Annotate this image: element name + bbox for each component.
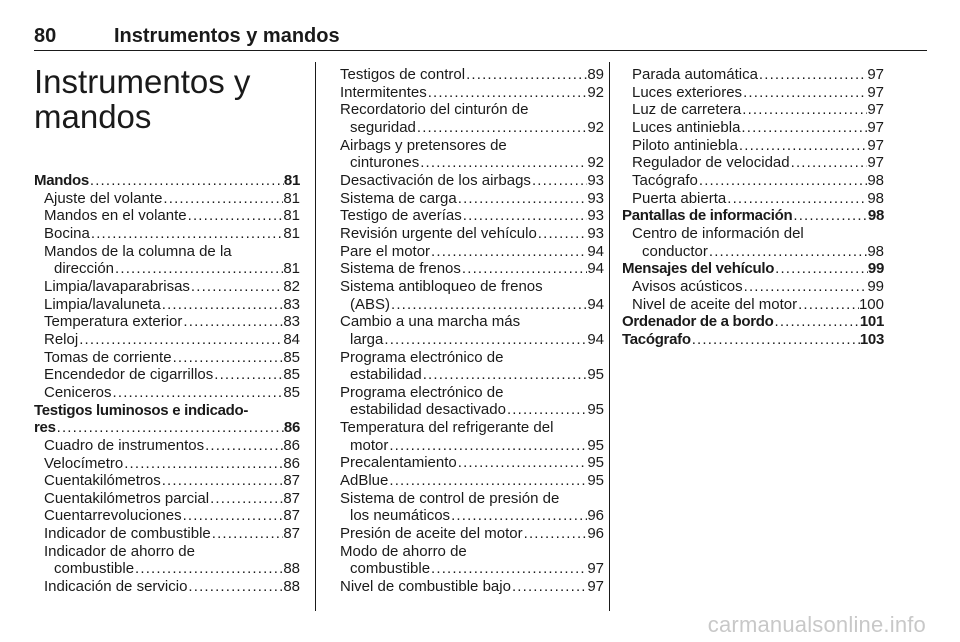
toc-entry-page: 87 <box>283 525 300 543</box>
toc-entry[interactable] <box>622 172 884 190</box>
toc-entry[interactable] <box>622 313 884 331</box>
toc-entry-title: conductor <box>642 242 708 260</box>
toc-entry[interactable] <box>34 260 300 278</box>
toc-leader-dots <box>738 137 867 155</box>
toc-entry-page: 83 <box>283 295 300 313</box>
toc-leader-dots <box>204 437 283 455</box>
toc-entry-page: 95 <box>587 454 604 472</box>
toc-column-3 <box>622 66 884 349</box>
toc-leader-dots <box>90 225 283 243</box>
toc-leader-dots <box>134 560 283 578</box>
toc-entry-title: Avisos acústicos <box>632 277 743 295</box>
toc-entry-page: 87 <box>283 489 300 507</box>
toc-entry-page: 81 <box>283 260 300 278</box>
toc-leader-dots <box>457 190 588 208</box>
toc-entry-page: 94 <box>587 260 604 278</box>
toc-entry-title: Testigos de control <box>340 66 466 83</box>
toc-entry-title: AdBlue <box>340 472 389 490</box>
toc-entry[interactable] <box>340 578 604 596</box>
toc-leader-dots <box>430 243 587 261</box>
toc-leader-dots <box>187 578 283 596</box>
toc-entry-page: 97 <box>867 83 884 101</box>
toc-entry[interactable] <box>34 490 300 508</box>
toc-entry-title: Precalentamiento <box>340 454 457 472</box>
toc-entry-page: 97 <box>587 578 604 596</box>
toc-entry[interactable] <box>34 207 300 225</box>
toc-entry-page: 85 <box>283 366 300 384</box>
toc-entry-line: Testigos luminosos e indicado- <box>34 401 249 419</box>
toc-entry-page: 94 <box>587 330 604 348</box>
toc-entry-title: Nivel de combustible bajo <box>340 578 511 596</box>
toc-entry[interactable] <box>34 472 300 490</box>
toc-entry-page: 97 <box>587 560 604 578</box>
toc-entry[interactable] <box>34 172 300 190</box>
toc-leader-dots <box>743 278 868 296</box>
toc-entry-page: 98 <box>867 242 884 260</box>
chapter-title <box>34 64 304 134</box>
toc-entry-line: Recordatorio del cinturón de <box>340 101 529 119</box>
toc-entry-page: 93 <box>587 171 604 189</box>
toc-entry-page: 97 <box>867 66 884 83</box>
toc-leader-dots <box>774 313 860 331</box>
toc-entry-page: 97 <box>867 101 884 119</box>
toc-entry[interactable] <box>622 101 884 119</box>
toc-entry-page: 100 <box>858 295 884 313</box>
toc-leader-dots <box>511 578 587 596</box>
toc-entry-title: Limpia/lavaparabrisas <box>44 277 190 295</box>
toc-entry-page: 98 <box>867 207 884 225</box>
toc-entry-title: Cuadro de instrumentos <box>44 436 205 454</box>
toc-leader-dots <box>506 401 587 419</box>
toc-leader-dots <box>797 296 859 314</box>
toc-entry-page: 95 <box>587 401 604 419</box>
toc-entry-page: 86 <box>283 454 300 472</box>
toc-entry-title: los neumáticos <box>350 507 451 525</box>
toc-entry-page: 96 <box>587 525 604 543</box>
toc-entry-page: 87 <box>283 472 300 490</box>
toc-entry-title: (ABS) <box>350 295 391 313</box>
toc-entry-title: Piloto antiniebla <box>632 136 738 154</box>
toc-entry-line: Indicador de ahorro de <box>44 542 195 560</box>
toc-leader-dots <box>213 366 283 384</box>
toc-entry-line: Temperatura del refrigerante del <box>340 419 554 437</box>
toc-entry-title: Indicación de servicio <box>44 578 188 596</box>
toc-leader-dots <box>182 313 283 331</box>
toc-leader-dots <box>190 278 283 296</box>
toc-entry[interactable] <box>34 578 300 596</box>
toc-entry-title: estabilidad <box>350 366 422 384</box>
toc-leader-dots <box>388 472 587 490</box>
toc-entry-page: 98 <box>867 189 884 207</box>
toc-leader-dots <box>427 84 588 102</box>
toc-entry-line: Sistema antibloqueo de frenos <box>340 277 543 295</box>
toc-entry-title: Mandos <box>34 172 89 189</box>
toc-entry[interactable] <box>340 560 604 578</box>
toc-entry-page: 81 <box>283 224 300 242</box>
toc-entry[interactable] <box>340 84 604 102</box>
toc-entry-page: 81 <box>283 172 300 189</box>
toc-entry-page: 97 <box>867 154 884 172</box>
toc-entry-title: Tacógrafo <box>632 171 698 189</box>
toc-entry[interactable] <box>34 437 300 455</box>
toc-entry-page: 87 <box>283 507 300 525</box>
toc-entry-title: Luz de carretera <box>632 101 742 119</box>
toc-entry[interactable] <box>622 296 884 314</box>
toc-entry[interactable] <box>340 260 604 278</box>
toc-leader-dots <box>89 172 284 190</box>
toc-leader-dots <box>422 366 588 384</box>
toc-entry-title: Velocímetro <box>44 454 124 472</box>
toc-entry-page: 93 <box>587 224 604 242</box>
toc-entry-page: 81 <box>283 207 300 225</box>
toc-entry[interactable] <box>340 331 604 349</box>
toc-entry-title: Encendedor de cigarrillos <box>44 366 214 384</box>
toc-entry-page: 95 <box>587 366 604 384</box>
toc-entry[interactable] <box>340 172 604 190</box>
toc-entry-title: Tomas de corriente <box>44 348 172 366</box>
toc-leader-dots <box>388 437 587 455</box>
toc-leader-dots <box>790 154 868 172</box>
toc-leader-dots <box>172 349 284 367</box>
toc-entry-page: 103 <box>859 330 884 348</box>
toc-entry-line: Airbags y pretensores de <box>340 136 507 154</box>
toc-entry-page: 84 <box>283 330 300 348</box>
toc-entry[interactable] <box>340 296 604 314</box>
toc-entry[interactable] <box>34 349 300 367</box>
toc-entry-title: Sistema de carga <box>340 189 457 207</box>
toc-entry-title: Pantallas de información <box>622 207 793 225</box>
running-title: Instrumentos y mandos <box>114 25 340 47</box>
toc-entry-title: larga <box>350 330 384 348</box>
toc-entry[interactable] <box>34 190 300 208</box>
toc-leader-dots <box>211 525 284 543</box>
toc-entry[interactable] <box>34 560 300 578</box>
toc-entry-line: Sistema de control de presión de <box>340 489 560 507</box>
toc-entry-title: Limpia/lavaluneta <box>44 295 161 313</box>
toc-entry-title: Bocina <box>44 224 90 242</box>
toc-entry-line: Modo de ahorro de <box>340 542 467 560</box>
toc-leader-dots <box>187 207 284 225</box>
toc-entry-title: Temperatura exterior <box>44 313 183 331</box>
toc-entry[interactable] <box>34 225 300 243</box>
toc-entry-page: 98 <box>867 171 884 189</box>
toc-entry[interactable] <box>34 525 300 543</box>
toc-entry-title: Presión de aceite del motor <box>340 525 523 543</box>
toc-entry-page: 85 <box>283 348 300 366</box>
toc-entry-page: 92 <box>587 118 604 136</box>
toc-leader-dots <box>740 119 867 137</box>
toc-entry-page: 82 <box>283 277 300 295</box>
toc-column-1 <box>34 172 300 596</box>
toc-leader-dots <box>114 260 283 278</box>
toc-entry-title: Revisión urgente del vehículo <box>340 224 537 242</box>
toc-entry[interactable] <box>340 454 604 472</box>
page-number: 80 <box>34 25 57 47</box>
chapter-title-line-1: Instrumentos y <box>34 63 251 100</box>
toc-entry-line: Programa electrónico de <box>340 348 504 366</box>
toc-leader-dots <box>209 490 283 508</box>
toc-leader-dots <box>162 190 283 208</box>
toc-entry-title: Tacógrafo <box>622 330 691 348</box>
toc-entry[interactable] <box>622 278 884 296</box>
toc-entry-title: Reloj <box>44 330 79 348</box>
toc-entry[interactable] <box>34 331 300 349</box>
toc-entry[interactable] <box>340 154 604 172</box>
toc-entry-page: 97 <box>867 118 884 136</box>
toc-entry[interactable] <box>34 384 300 402</box>
toc-leader-dots <box>741 101 867 119</box>
toc-entry[interactable] <box>622 260 884 278</box>
toc-entry-title: Cuentarrevoluciones <box>44 507 182 525</box>
toc-entry[interactable] <box>340 401 604 419</box>
toc-entry[interactable] <box>622 190 884 208</box>
toc-entry[interactable] <box>622 207 884 225</box>
toc-leader-dots <box>56 419 284 437</box>
toc-entry-page: 101 <box>859 313 884 331</box>
toc-leader-dots <box>708 243 867 261</box>
toc-entry[interactable] <box>622 84 884 102</box>
toc-entry-title: Pare el motor <box>340 242 431 260</box>
toc-entry[interactable] <box>34 296 300 314</box>
toc-leader-dots <box>531 172 587 190</box>
toc-entry-line: Programa electrónico de <box>340 383 504 401</box>
toc-entry[interactable] <box>622 66 884 84</box>
toc-entry-title: res <box>34 419 56 437</box>
toc-leader-dots <box>457 454 588 472</box>
toc-entry[interactable] <box>622 137 884 155</box>
toc-entry-page: 94 <box>587 242 604 260</box>
toc-entry[interactable] <box>340 207 604 225</box>
toc-leader-dots <box>792 207 868 225</box>
toc-entry[interactable] <box>34 313 300 331</box>
toc-entry[interactable] <box>340 243 604 261</box>
toc-entry-title: Luces antiniebla <box>632 118 741 136</box>
toc-entry-page: 95 <box>587 472 604 490</box>
column-divider <box>315 62 316 611</box>
toc-entry[interactable] <box>622 243 884 261</box>
toc-entry-title: Parada automática <box>632 66 758 83</box>
toc-entry[interactable] <box>340 525 604 543</box>
toc-entry-title: Testigo de averías <box>340 207 462 225</box>
toc-entry-title: motor <box>350 436 389 454</box>
toc-entry-line: Mandos de la columna de la <box>44 242 232 260</box>
toc-column-2 <box>340 66 604 596</box>
toc-entry-page: 95 <box>587 436 604 454</box>
toc-entry[interactable] <box>34 419 300 437</box>
toc-entry-page: 99 <box>867 260 884 278</box>
toc-entry-title: Mandos en el volante <box>44 207 187 225</box>
toc-entry[interactable] <box>340 366 604 384</box>
toc-leader-dots <box>112 384 284 402</box>
toc-entry-page: 99 <box>867 277 884 295</box>
toc-entry[interactable] <box>34 366 300 384</box>
toc-entry-title: Regulador de velocidad <box>632 154 790 172</box>
toc-entry-page: 85 <box>283 383 300 401</box>
toc-entry-title: Mensajes del vehículo <box>622 260 775 278</box>
toc-entry-title: Intermitentes <box>340 83 427 101</box>
toc-entry-title: Ordenador de a bordo <box>622 313 774 331</box>
toc-entry[interactable] <box>340 190 604 208</box>
toc-leader-dots <box>161 472 284 490</box>
toc-leader-dots <box>465 66 587 84</box>
toc-entry-title: Luces exteriores <box>632 83 743 101</box>
toc-entry[interactable] <box>340 507 604 525</box>
toc-entry[interactable] <box>340 66 604 84</box>
toc-entry[interactable] <box>622 119 884 137</box>
toc-entry-page: 97 <box>867 136 884 154</box>
toc-leader-dots <box>390 296 587 314</box>
toc-entry-title: Ajuste del volante <box>44 189 163 207</box>
toc-leader-dots <box>123 455 283 473</box>
toc-leader-dots <box>383 331 587 349</box>
toc-leader-dots <box>416 119 587 137</box>
toc-leader-dots <box>182 507 284 525</box>
toc-leader-dots <box>726 190 867 208</box>
toc-leader-dots <box>430 560 587 578</box>
toc-entry-title: Puerta abierta <box>632 189 727 207</box>
toc-entry-title: combustible <box>350 560 431 578</box>
toc-entry-page: 96 <box>587 507 604 525</box>
toc-entry[interactable] <box>622 154 884 172</box>
toc-leader-dots <box>161 296 284 314</box>
toc-entry-title: seguridad <box>350 118 416 136</box>
toc-leader-dots <box>691 331 860 349</box>
toc-entry-page: 81 <box>283 189 300 207</box>
toc-entry-title: combustible <box>54 560 135 578</box>
toc-entry-title: cinturones <box>350 154 420 172</box>
toc-entry-page: 86 <box>283 436 300 454</box>
toc-leader-dots <box>523 525 588 543</box>
toc-leader-dots <box>774 260 868 278</box>
toc-entry-line: Centro de información del <box>632 224 804 242</box>
toc-leader-dots <box>461 260 587 278</box>
toc-leader-dots <box>450 507 587 525</box>
toc-entry-page: 89 <box>587 66 604 83</box>
toc-entry-page: 93 <box>587 207 604 225</box>
toc-entry[interactable] <box>340 437 604 455</box>
toc-entry[interactable] <box>34 507 300 525</box>
toc-entry-title: Indicador de combustible <box>44 525 211 543</box>
column-divider <box>609 62 610 611</box>
toc-entry[interactable] <box>340 225 604 243</box>
toc-entry-line: Cambio a una marcha más <box>340 313 521 331</box>
toc-entry[interactable] <box>34 278 300 296</box>
toc-entry-page: 88 <box>283 560 300 578</box>
toc-leader-dots <box>758 66 867 84</box>
toc-entry-title: estabilidad desactivado <box>350 401 506 419</box>
toc-leader-dots <box>462 207 588 225</box>
toc-leader-dots <box>742 84 867 102</box>
watermark: carmanualsonline.info <box>707 612 926 637</box>
toc-entry-title: Desactivación de los airbags <box>340 171 531 189</box>
toc-leader-dots <box>78 331 283 349</box>
toc-entry-page: 83 <box>283 313 300 331</box>
toc-entry-title: Cuentakilómetros <box>44 472 161 490</box>
toc-entry[interactable] <box>622 331 884 349</box>
toc-entry-page: 93 <box>587 189 604 207</box>
toc-entry[interactable] <box>340 472 604 490</box>
toc-entry-title: Cuentakilómetros parcial <box>44 489 210 507</box>
toc-entry-title: dirección <box>54 260 115 278</box>
toc-entry-page: 88 <box>283 578 300 596</box>
toc-leader-dots <box>698 172 867 190</box>
page-header <box>34 0 927 51</box>
chapter-title-line-2: mandos <box>34 98 152 135</box>
toc-entry-title: Sistema de frenos <box>340 260 461 278</box>
toc-entry-title: Ceniceros <box>44 383 112 401</box>
toc-leader-dots <box>537 225 588 243</box>
toc-entry-page: 92 <box>587 154 604 172</box>
toc-entry[interactable] <box>34 455 300 473</box>
toc-entry-page: 86 <box>283 419 300 437</box>
toc-entry-page: 94 <box>587 295 604 313</box>
toc-leader-dots <box>419 154 587 172</box>
toc-entry-page: 92 <box>587 83 604 101</box>
toc-entry[interactable] <box>340 119 604 137</box>
toc-entry-title: Nivel de aceite del motor <box>632 295 798 313</box>
